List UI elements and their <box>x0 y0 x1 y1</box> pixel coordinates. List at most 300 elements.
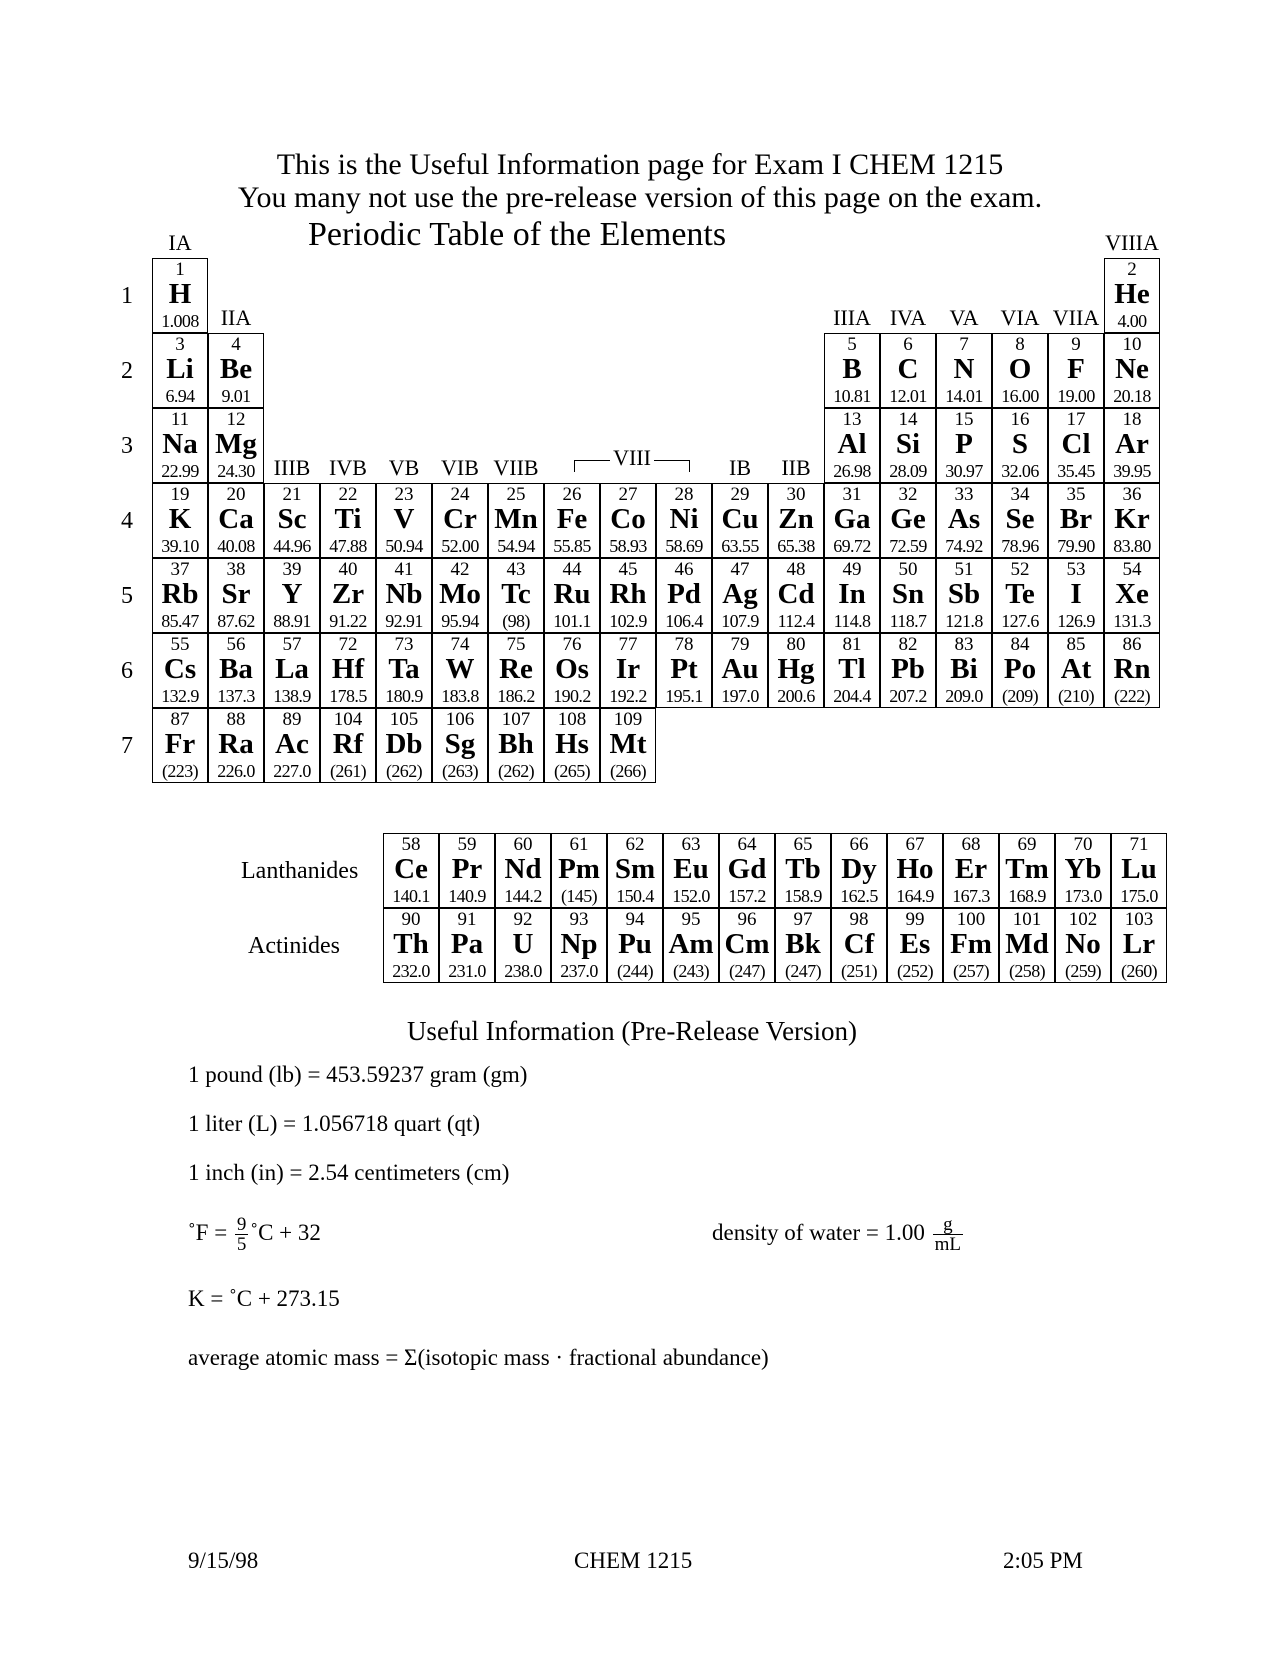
group-label-2: IIA <box>220 305 252 330</box>
element-symbol: Db <box>385 728 423 760</box>
atomic-mass: 32.06 <box>1001 461 1039 481</box>
group-label-17: VIIA <box>1052 305 1100 330</box>
atomic-number: 15 <box>954 409 974 430</box>
element-cell <box>936 408 992 483</box>
atomic-mass: 16.00 <box>1001 386 1039 406</box>
element-cell <box>1104 333 1160 408</box>
atomic-number: 28 <box>674 484 694 505</box>
atomic-mass: 183.8 <box>441 686 479 706</box>
element-symbol: Si <box>895 428 921 460</box>
element-symbol: Be <box>219 353 253 385</box>
element-symbol: Cr <box>443 503 477 535</box>
atomic-number: 76 <box>562 634 582 655</box>
element-symbol: Tc <box>501 578 531 610</box>
atomic-mass: 140.9 <box>448 886 486 906</box>
element-symbol: Ne <box>1115 353 1149 385</box>
atomic-mass: 178.5 <box>329 686 367 706</box>
atomic-number: 95 <box>681 909 701 930</box>
element-symbol: Xe <box>1115 578 1149 610</box>
group-label-18: VIIIA <box>1105 230 1159 255</box>
lanthanide-cell <box>887 833 943 908</box>
element-cell <box>264 633 320 708</box>
element-cell <box>936 633 992 708</box>
atomic-number: 12 <box>226 409 246 430</box>
element-symbol: Md <box>1005 928 1049 960</box>
element-cell <box>152 483 208 558</box>
element-symbol: Ra <box>218 728 254 760</box>
atomic-mass: 231.0 <box>448 961 486 981</box>
atomic-number: 44 <box>562 559 582 580</box>
actinide-cell <box>495 908 551 983</box>
period-label-2: 2 <box>121 358 133 384</box>
atomic-mass: 121.8 <box>945 611 983 631</box>
element-symbol: Br <box>1059 503 1093 535</box>
element-cell <box>264 558 320 633</box>
fahrenheit-formula: ˚F = $\frac{9}{5}$ ˚C + 32 <box>188 1214 321 1255</box>
atomic-mass: (262) <box>386 761 422 781</box>
element-symbol: Pd <box>667 578 701 610</box>
element-symbol: Ba <box>219 653 253 685</box>
atomic-mass: 58.93 <box>609 536 647 556</box>
atomic-number: 61 <box>569 834 589 855</box>
element-symbol: Sn <box>891 578 925 610</box>
element-cell <box>992 633 1048 708</box>
element-cell <box>544 483 600 558</box>
atomic-mass: (266) <box>610 761 646 781</box>
element-cell <box>936 558 992 633</box>
atomic-number: 21 <box>282 484 302 505</box>
atomic-number: 101 <box>1012 909 1042 930</box>
atomic-number: 40 <box>338 559 358 580</box>
atomic-number: 24 <box>450 484 470 505</box>
pound-conversion: 1 pound (lb) = 453.59237 gram (gm) <box>188 1062 528 1087</box>
atomic-mass: 204.4 <box>833 686 871 706</box>
element-cell <box>320 708 376 783</box>
lanthanide-cell <box>495 833 551 908</box>
atomic-mass: 24.30 <box>217 461 255 481</box>
atomic-mass: 40.08 <box>217 536 255 556</box>
element-cell <box>544 558 600 633</box>
atomic-mass: (259) <box>1065 961 1101 981</box>
liter-conversion: 1 liter (L) = 1.056718 quart (qt) <box>188 1111 481 1136</box>
group-label-3: IIIB <box>273 455 311 480</box>
atomic-mass: 209.0 <box>945 686 983 706</box>
atomic-mass: 39.10 <box>161 536 199 556</box>
element-cell <box>208 558 264 633</box>
element-symbol: He <box>1114 278 1150 310</box>
element-symbol: Au <box>721 653 759 685</box>
element-cell <box>600 558 656 633</box>
element-symbol: Os <box>555 653 589 685</box>
element-symbol: K <box>168 503 192 535</box>
element-symbol: Rh <box>609 578 647 610</box>
atomic-mass: 126.9 <box>1057 611 1095 631</box>
element-cell <box>488 633 544 708</box>
atomic-mass: (263) <box>442 761 478 781</box>
lanthanide-cell <box>383 833 439 908</box>
atomic-mass: 173.0 <box>1064 886 1102 906</box>
atomic-mass: 54.94 <box>497 536 535 556</box>
element-symbol: Ho <box>896 853 934 885</box>
element-symbol: Yb <box>1064 853 1102 885</box>
element-cell <box>600 708 656 783</box>
element-symbol: La <box>275 653 309 685</box>
atomic-mass: 132.9 <box>161 686 199 706</box>
lanthanide-cell <box>775 833 831 908</box>
atomic-mass: 162.5 <box>840 886 878 906</box>
element-symbol: Fr <box>164 728 196 760</box>
footer-course: CHEM 1215 <box>574 1548 693 1573</box>
element-symbol: Tl <box>838 653 866 685</box>
atomic-number: 36 <box>1122 484 1142 505</box>
atomic-mass: 58.69 <box>665 536 703 556</box>
atomic-mass: 144.2 <box>504 886 542 906</box>
average-atomic-mass-formula: average atomic mass = Σ(isotopic mass · fractional abundance) <box>188 1345 769 1370</box>
atomic-number: 55 <box>170 634 190 655</box>
header-line-2: You many not use the pre-release version of this page on the exam. <box>237 181 1043 214</box>
atomic-number: 91 <box>457 909 477 930</box>
element-symbol: In <box>838 578 866 610</box>
element-symbol: Mn <box>494 503 538 535</box>
atomic-number: 6 <box>903 334 913 355</box>
element-symbol: Al <box>837 428 867 460</box>
element-symbol: Nb <box>385 578 423 610</box>
lanthanides-label: Lanthanides <box>241 858 359 884</box>
atomic-mass: 167.3 <box>952 886 990 906</box>
element-symbol: Zn <box>778 503 814 535</box>
atomic-mass: 4.00 <box>1117 311 1147 331</box>
atomic-mass: 92.91 <box>385 611 423 631</box>
element-symbol: Np <box>560 928 598 960</box>
element-cell <box>936 333 992 408</box>
period-label-7: 7 <box>121 733 133 759</box>
actinide-cell <box>775 908 831 983</box>
atomic-mass: 168.9 <box>1008 886 1046 906</box>
atomic-mass: 190.2 <box>553 686 591 706</box>
period-label-6: 6 <box>121 658 133 684</box>
footer-time: 2:05 PM <box>1003 1548 1083 1573</box>
atomic-mass: 63.55 <box>721 536 759 556</box>
element-symbol: Am <box>668 928 714 960</box>
atomic-number: 108 <box>557 709 587 730</box>
atomic-number: 75 <box>506 634 526 655</box>
footer-date: 9/15/98 <box>188 1548 259 1573</box>
element-symbol: Pr <box>451 853 483 885</box>
element-symbol: Nd <box>504 853 542 885</box>
element-symbol: Hf <box>331 653 365 685</box>
atomic-mass: 91.22 <box>329 611 367 631</box>
element-symbol: Er <box>954 853 988 885</box>
element-cell <box>544 708 600 783</box>
atomic-number: 67 <box>905 834 925 855</box>
atomic-mass: 12.01 <box>889 386 927 406</box>
atomic-number: 33 <box>954 484 974 505</box>
atomic-mass: 1.008 <box>161 311 199 331</box>
element-symbol: Sr <box>221 578 251 610</box>
element-symbol: Bk <box>785 928 821 960</box>
element-cell <box>152 708 208 783</box>
element-symbol: Cf <box>843 928 875 960</box>
element-symbol: Ac <box>275 728 309 760</box>
atomic-mass: 9.01 <box>221 386 251 406</box>
atomic-number: 17 <box>1066 409 1086 430</box>
element-symbol: C <box>897 353 919 385</box>
atomic-mass: 102.9 <box>609 611 647 631</box>
element-cell <box>544 633 600 708</box>
atomic-mass: 14.01 <box>945 386 983 406</box>
element-cell <box>320 633 376 708</box>
element-symbol: Pb <box>891 653 925 685</box>
atomic-number: 30 <box>786 484 806 505</box>
atomic-number: 103 <box>1124 909 1154 930</box>
element-symbol: Lr <box>1122 928 1156 960</box>
element-cell <box>432 558 488 633</box>
atomic-mass: 158.9 <box>784 886 822 906</box>
atomic-mass: 83.80 <box>1113 536 1151 556</box>
lanthanide-cell <box>1055 833 1111 908</box>
atomic-number: 69 <box>1017 834 1037 855</box>
element-cell <box>712 483 768 558</box>
element-symbol: Pa <box>450 928 484 960</box>
element-cell <box>152 258 208 333</box>
element-symbol: Sg <box>444 728 476 760</box>
atomic-number: 37 <box>170 559 190 580</box>
atomic-number: 64 <box>737 834 757 855</box>
atomic-mass: 65.38 <box>777 536 815 556</box>
group-label-14: IVA <box>889 305 927 330</box>
element-symbol: O <box>1008 353 1032 385</box>
atomic-number: 43 <box>506 559 526 580</box>
atomic-number: 80 <box>786 634 806 655</box>
element-symbol: Se <box>1005 503 1035 535</box>
atomic-number: 68 <box>961 834 981 855</box>
element-symbol: Dy <box>841 853 877 885</box>
period-label-4: 4 <box>121 508 133 534</box>
atomic-mass: 157.2 <box>728 886 766 906</box>
element-symbol: Rb <box>161 578 199 610</box>
element-symbol: Sb <box>947 578 981 610</box>
element-cell <box>880 558 936 633</box>
actinide-cell <box>719 908 775 983</box>
element-symbol: At <box>1060 653 1092 685</box>
element-cell <box>488 708 544 783</box>
atomic-number: 82 <box>898 634 918 655</box>
actinides-label: Actinides <box>248 933 340 959</box>
element-cell <box>992 483 1048 558</box>
atomic-mass: 78.96 <box>1001 536 1039 556</box>
element-symbol: Mg <box>215 428 257 460</box>
lanthanide-cell <box>607 833 663 908</box>
group-label-13: IIIA <box>833 305 871 330</box>
element-symbol: Y <box>281 578 303 610</box>
atomic-number: 23 <box>394 484 414 505</box>
actinide-cell <box>383 908 439 983</box>
atomic-mass: (145) <box>561 886 597 906</box>
element-cell <box>320 558 376 633</box>
element-symbol: Cd <box>777 578 815 610</box>
element-symbol: F <box>1067 353 1085 385</box>
atomic-number: 74 <box>450 634 470 655</box>
atomic-number: 7 <box>959 334 969 355</box>
atomic-number: 26 <box>562 484 582 505</box>
element-symbol: Ti <box>334 503 362 535</box>
atomic-number: 90 <box>401 909 421 930</box>
actinide-cell <box>831 908 887 983</box>
element-symbol: Ag <box>722 578 758 610</box>
atomic-mass: 50.94 <box>385 536 423 556</box>
element-cell <box>880 483 936 558</box>
atomic-mass: 232.0 <box>392 961 430 981</box>
group-label-16: VIA <box>1000 305 1040 330</box>
element-cell <box>824 483 880 558</box>
atomic-number: 88 <box>226 709 246 730</box>
atomic-mass: 30.97 <box>945 461 983 481</box>
element-cell <box>992 558 1048 633</box>
atomic-number: 59 <box>457 834 477 855</box>
atomic-number: 50 <box>898 559 918 580</box>
atomic-mass: 152.0 <box>672 886 710 906</box>
atomic-number: 39 <box>282 559 302 580</box>
actinide-cell <box>551 908 607 983</box>
element-symbol: Pt <box>670 653 698 685</box>
element-symbol: Sm <box>614 853 656 885</box>
element-cell <box>264 708 320 783</box>
actinide-cell <box>943 908 999 983</box>
group-label-1: IA <box>168 230 192 255</box>
atomic-mass: (247) <box>785 961 821 981</box>
atomic-number: 18 <box>1122 409 1142 430</box>
element-symbol: U <box>512 928 534 960</box>
element-cell <box>936 483 992 558</box>
element-cell <box>1104 408 1160 483</box>
element-cell <box>1048 408 1104 483</box>
atomic-number: 107 <box>501 709 531 730</box>
actinide-cell <box>1111 908 1167 983</box>
atomic-mass: 238.0 <box>504 961 542 981</box>
element-cell <box>1104 258 1160 333</box>
element-symbol: Bh <box>498 728 534 760</box>
atomic-number: 104 <box>333 709 363 730</box>
element-symbol: Ar <box>1115 428 1149 460</box>
atomic-number: 48 <box>786 559 806 580</box>
atomic-mass: 197.0 <box>721 686 759 706</box>
atomic-number: 70 <box>1073 834 1093 855</box>
element-cell <box>208 708 264 783</box>
atomic-number: 63 <box>681 834 701 855</box>
element-symbol: W <box>445 653 475 685</box>
atomic-mass: (209) <box>1002 686 1038 706</box>
element-cell <box>208 408 264 483</box>
atomic-number: 109 <box>613 709 643 730</box>
element-cell <box>208 333 264 408</box>
element-symbol: Rf <box>332 728 364 760</box>
element-cell <box>208 633 264 708</box>
atomic-number: 5 <box>847 334 857 355</box>
period-label-1: 1 <box>121 283 133 309</box>
atomic-mass: 164.9 <box>896 886 934 906</box>
element-cell <box>432 483 488 558</box>
atomic-mass: 52.00 <box>441 536 479 556</box>
element-cell <box>376 558 432 633</box>
element-symbol: H <box>168 278 192 310</box>
atomic-mass: 85.47 <box>161 611 199 631</box>
atomic-number: 57 <box>282 634 302 655</box>
atomic-mass: 237.0 <box>560 961 598 981</box>
atomic-number: 97 <box>793 909 813 930</box>
element-cell <box>880 633 936 708</box>
atomic-mass: 19.00 <box>1057 386 1095 406</box>
atomic-number: 9 <box>1071 334 1081 355</box>
atomic-mass: 195.1 <box>665 686 703 706</box>
atomic-mass: 118.7 <box>889 611 927 631</box>
element-symbol: Te <box>1005 578 1035 610</box>
element-symbol: Co <box>610 503 646 535</box>
group-label-11: IB <box>729 455 751 480</box>
atomic-mass: (244) <box>617 961 653 981</box>
atomic-number: 20 <box>226 484 246 505</box>
atomic-mass: 55.85 <box>553 536 591 556</box>
atomic-number: 71 <box>1129 834 1149 855</box>
atomic-number: 62 <box>625 834 645 855</box>
atomic-mass: 28.09 <box>889 461 927 481</box>
element-cell <box>152 633 208 708</box>
atomic-mass: 106.4 <box>665 611 703 631</box>
element-cell <box>1104 633 1160 708</box>
atomic-number: 11 <box>170 409 190 430</box>
element-symbol: Es <box>899 928 931 960</box>
element-cell <box>1048 558 1104 633</box>
atomic-number: 85 <box>1066 634 1086 655</box>
atomic-number: 2 <box>1127 259 1137 280</box>
element-cell <box>824 333 880 408</box>
atomic-number: 98 <box>849 909 869 930</box>
atomic-mass: (252) <box>897 961 933 981</box>
actinide-cell <box>663 908 719 983</box>
element-symbol: Mt <box>609 728 647 760</box>
atomic-number: 13 <box>842 409 862 430</box>
element-symbol: Ce <box>394 853 428 885</box>
lanthanide-cell <box>551 833 607 908</box>
element-symbol: As <box>947 503 981 535</box>
element-cell <box>152 333 208 408</box>
atomic-number: 16 <box>1010 409 1030 430</box>
atomic-mass: (243) <box>673 961 709 981</box>
atomic-number: 106 <box>445 709 475 730</box>
atomic-number: 3 <box>175 334 185 355</box>
group-label-15: VA <box>949 305 979 330</box>
element-symbol: S <box>1011 428 1029 460</box>
element-cell <box>656 633 712 708</box>
element-cell <box>488 558 544 633</box>
element-cell <box>768 558 824 633</box>
actinide-cell <box>439 908 495 983</box>
element-cell <box>1048 483 1104 558</box>
lanthanide-cell <box>719 833 775 908</box>
atomic-number: 102 <box>1068 909 1098 930</box>
atomic-mass: (98) <box>502 611 530 631</box>
atomic-mass: 87.62 <box>217 611 255 631</box>
element-symbol: Ge <box>890 503 926 535</box>
element-cell <box>1104 483 1160 558</box>
lanthanide-cell <box>439 833 495 908</box>
atomic-mass: 200.6 <box>777 686 815 706</box>
element-symbol: Re <box>499 653 533 685</box>
element-symbol: Ga <box>833 503 871 535</box>
atomic-number: 1 <box>175 259 185 280</box>
atomic-mass: 180.9 <box>385 686 423 706</box>
atomic-mass: 227.0 <box>273 761 311 781</box>
atomic-number: 34 <box>1010 484 1030 505</box>
